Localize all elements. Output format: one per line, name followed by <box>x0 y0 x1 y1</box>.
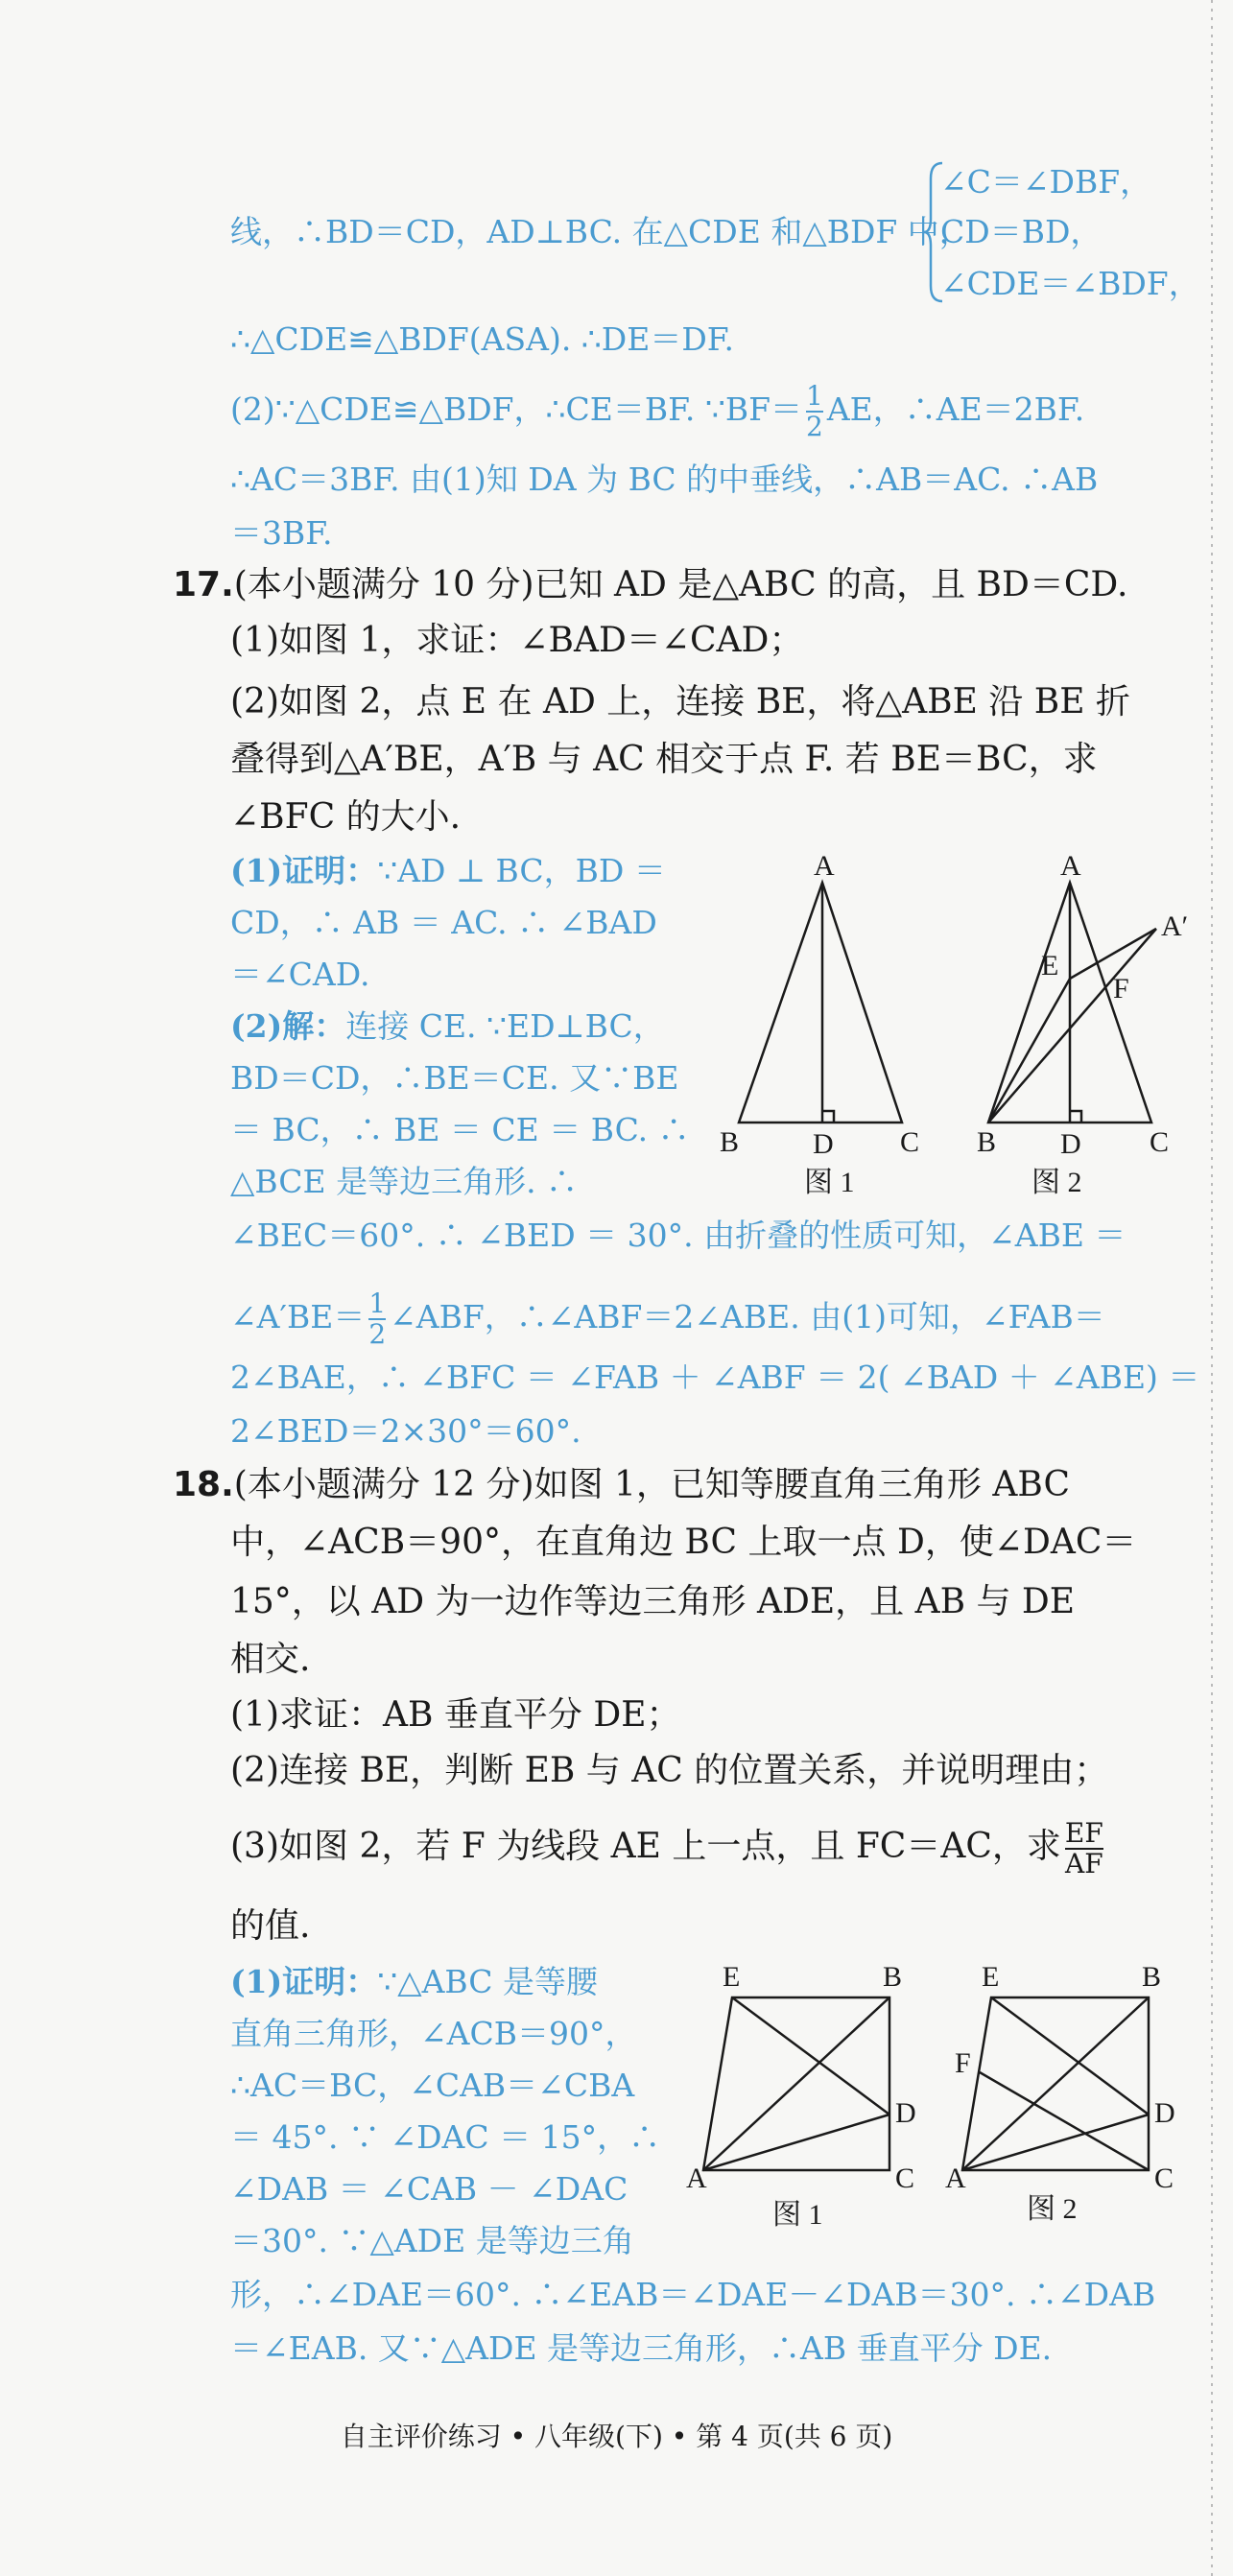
q17-fig2-label-A: A <box>1060 850 1081 882</box>
q18-ans-line8: ＝∠EAB. 又∵△ADE 是等边三角形，∴AB 垂直平分 DE. <box>230 2329 1053 2367</box>
q18-fig1-label-B: B <box>883 1961 903 1993</box>
page-footer: 自主评价练习 • 八年级(下) • 第 4 页(共 6 页) <box>340 2421 893 2452</box>
prev-solution-line5: ＝3BF. <box>230 514 333 552</box>
q17-fig1-caption: 图 1 <box>804 1167 855 1198</box>
q17-number: 17. <box>173 565 234 604</box>
q18-stem-line2: 中，∠ACB＝90°，在直角边 BC 上取一点 D，使∠DAC＝ <box>230 1523 1137 1562</box>
q17-ans1-line1: (1)证明：∵AD ⊥ BC，BD ＝ <box>230 852 666 889</box>
q18-fig2-label-F: F <box>955 2047 971 2079</box>
q17-fig1-label-C: C <box>900 1126 920 1158</box>
system-eq1: ∠C＝∠DBF， <box>940 163 1152 201</box>
q17-ans2-line6: ∠A′BE＝ $\frac{1}{2}$ ∠ABF，∴∠ABF＝2∠ABE. 由(1)可知，∠FAB＝ <box>230 1288 1105 1350</box>
q17-fig2-label-D: D <box>1060 1128 1081 1160</box>
q17-ans2-line4: △BCE 是等边三角形. ∴ <box>230 1163 579 1200</box>
q18-ans-line6: ＝30°. ∵△ADE 是等边三角 <box>230 2222 634 2259</box>
q17-fig2-caption: 图 2 <box>1031 1167 1082 1198</box>
q18-fig2-label-E: E <box>982 1961 1000 1993</box>
prev-solution-line4: ∴AC＝3BF. 由(1)知 DA 为 BC 的中垂线，∴AB＝AC. ∴AB <box>230 461 1099 498</box>
q17-figure1 <box>710 844 940 1199</box>
q18-ans-line1: (1)证明：∵△ABC 是等腰 <box>230 1963 599 2000</box>
q17-ans2-line7: 2∠BAE，∴ ∠BFC ＝ ∠FAB ＋ ∠ABF ＝ 2( ∠BAD ＋ ∠ABE) ＝ <box>230 1359 1200 1396</box>
q17-stem-line5: ∠BFC 的大小. <box>230 797 462 837</box>
q18-figure1 <box>686 1957 936 2235</box>
page-edge-dots <box>1211 0 1213 2576</box>
q17-fig2-label-E: E <box>1041 950 1059 981</box>
q17-stem-line3: (2)如图 2，点 E 在 AD 上，连接 BE，将△ABE 沿 BE 折 <box>230 682 1130 721</box>
q17-fig2-label-A-prime: A′ <box>1161 910 1189 942</box>
q18-fig1-label-E: E <box>723 1961 741 1993</box>
q17-fig2-label-B: B <box>977 1126 997 1158</box>
q18-fig2-caption: 图 2 <box>1027 2193 1078 2225</box>
q17-fig1-label-B: B <box>720 1126 740 1158</box>
q18-fig2-label-A: A <box>945 2162 966 2194</box>
q17-ans2-line3: ＝ BC，∴ BE ＝ CE ＝ BC. ∴ <box>230 1111 690 1148</box>
system-eq3: ∠CDE＝∠BDF， <box>940 265 1200 302</box>
q17-ans1-line3: ＝∠CAD. <box>230 956 370 993</box>
q17-fig2-label-F: F <box>1113 973 1129 1004</box>
q18-stem-line7: (3)如图 2，若 F 为线段 AE 上一点，且 FC＝AC，求 $\frac{EF}{AF}$ <box>230 1817 1103 1879</box>
q18-stem-line8: 的值. <box>230 1906 311 1946</box>
q18-stem-line6: (2)连接 BE，判断 EB 与 AC 的位置关系，并说明理由； <box>230 1751 1109 1790</box>
q17-ans2-line8: 2∠BED＝2×30°＝60°. <box>230 1412 581 1450</box>
system-eq2: CD＝BD， <box>940 213 1103 250</box>
q18-fig2-label-B: B <box>1142 1961 1162 1993</box>
q18-stem-line1: 18.(本小题满分 12 分)如图 1，已知等腰直角三角形 ABC <box>173 1465 1071 1504</box>
q18-ans-line3: ∴AC＝BC，∠CAB＝∠CBA <box>230 2067 635 2104</box>
prev-solution-line1: 线，∴BD＝CD，AD⊥BC. 在△CDE 和△BDF 中， <box>230 213 971 250</box>
q18-fig1-label-D: D <box>895 2097 916 2129</box>
q17-fig2-label-C: C <box>1150 1126 1170 1158</box>
q17-stem-line1: 17.(本小题满分 10 分)已知 AD 是△ABC 的高，且 BD＝CD. <box>173 565 1128 604</box>
q17-stem-line4: 叠得到△A′BE，A′B 与 AC 相交于点 F. 若 BE＝BC，求 <box>230 740 1098 779</box>
q18-number: 18. <box>173 1465 234 1504</box>
q18-stem-line4: 相交. <box>230 1640 311 1679</box>
prev-solution-line3: (2)∵△CDE≌△BDF，∴CE＝BF. ∵BF＝ $\frac{1}{2}$ AE，∴AE＝2BF. <box>230 380 1085 442</box>
q18-stem-line5: (1)求证：AB 垂直平分 DE； <box>230 1695 681 1735</box>
q18-ans-line2: 直角三角形，∠ACB＝90°， <box>230 2015 637 2052</box>
prev-solution-line2: ∴△CDE≌△BDF(ASA). ∴DE＝DF. <box>230 320 735 358</box>
q18-ans-line7: 形，∴∠DAE＝60°. ∴∠EAB＝∠DAE－∠DAB＝30°. ∴∠DAB <box>230 2276 1156 2313</box>
q18-stem-line3: 15°，以 AD 为一边作等边三角形 ADE，且 AB 与 DE <box>230 1582 1076 1621</box>
q18-fig1-label-A: A <box>686 2162 707 2194</box>
q18-ans-line4: ＝ 45°. ∵ ∠DAC ＝ 15°，∴ <box>230 2118 661 2156</box>
q17-fig1-label-A: A <box>814 850 835 882</box>
q17-stem-line2: (1)如图 1，求证：∠BAD＝∠CAD； <box>230 621 804 660</box>
q18-fig1-caption: 图 1 <box>772 2199 823 2231</box>
q18-figure2 <box>945 1957 1195 2235</box>
q17-ans2-line1: (2)解：连接 CE. ∵ED⊥BC， <box>230 1007 665 1045</box>
q17-ans2-line2: BD＝CD，∴BE＝CE. 又∵BE <box>230 1059 679 1097</box>
q17-figure2 <box>960 844 1199 1199</box>
q18-fig1-label-C: C <box>895 2162 915 2194</box>
q18-ans-line5: ∠DAB ＝ ∠CAB － ∠DAC <box>230 2170 628 2208</box>
q17-ans2-line5: ∠BEC＝60°. ∴ ∠BED ＝ 30°. 由折叠的性质可知，∠ABE ＝ <box>230 1217 1126 1254</box>
q18-fig2-label-D: D <box>1154 2097 1175 2129</box>
q17-ans1-line2: CD，∴ AB ＝ AC. ∴ ∠BAD <box>230 904 657 941</box>
q17-fig1-label-D: D <box>813 1128 834 1160</box>
q18-fig2-label-C: C <box>1154 2162 1174 2194</box>
